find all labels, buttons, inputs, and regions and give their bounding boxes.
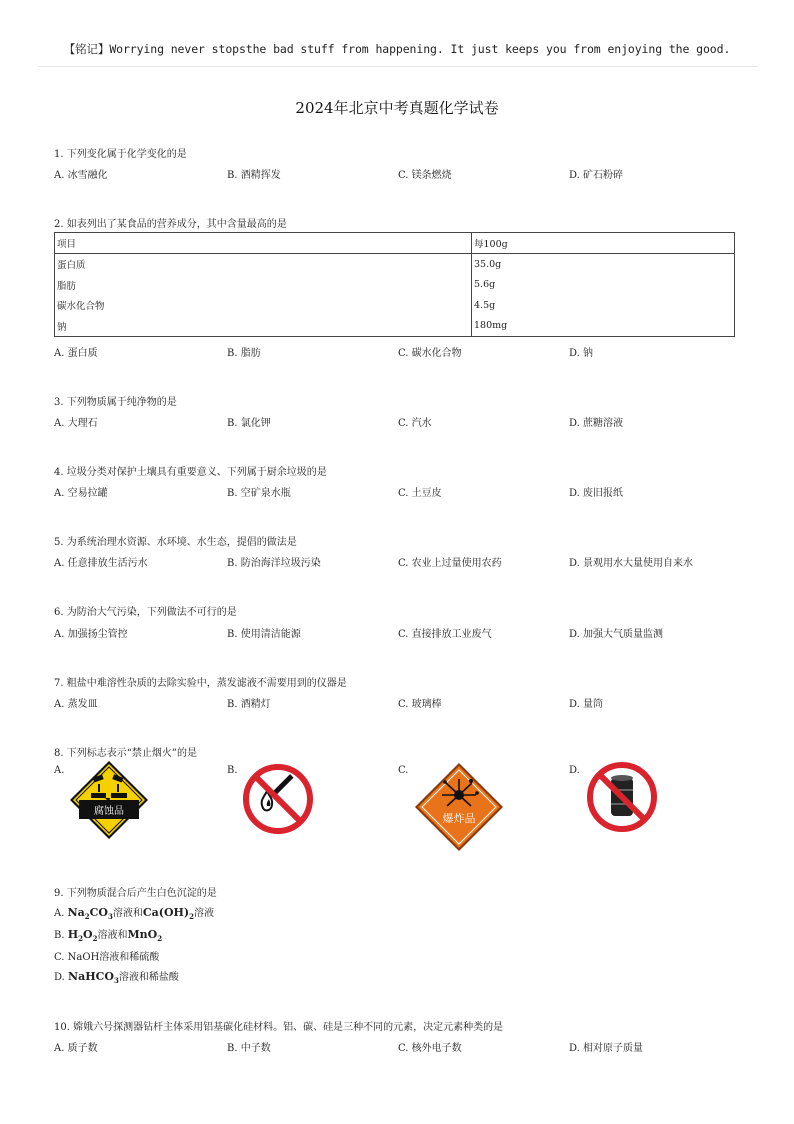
q6-option-b: B. 使用清洁能源 <box>227 629 301 640</box>
q2-option-a: A. 蛋白质 <box>54 348 98 359</box>
q5-option-a: A. 任意排放生活污水 <box>54 558 148 569</box>
q6-option-a: A. 加强扬尘管控 <box>54 629 128 640</box>
q10-option-a: A. 质子数 <box>54 1043 98 1054</box>
nutrition-table <box>54 232 735 337</box>
corrosive-sign-icon <box>69 760 149 840</box>
table-cell: 5.6g <box>472 275 735 296</box>
table-header-per100g: 每100g <box>472 233 735 254</box>
option-letter: B. <box>54 930 65 941</box>
q2-option-d: D. 钠 <box>569 348 594 359</box>
q7-option-a: A. 蒸发皿 <box>54 699 98 710</box>
q1-option-a: A. 冰雪融化 <box>54 170 108 181</box>
table-cell: 钠 <box>55 316 472 337</box>
q2-option-b: B. 脂肪 <box>227 348 261 359</box>
q9-option-d <box>54 968 179 985</box>
q4-option-c: C. 土豆皮 <box>398 488 442 499</box>
q4-option-a: A. 空易拉罐 <box>54 488 108 499</box>
q3-option-a: A. 大理石 <box>54 418 98 429</box>
table-row <box>55 316 735 337</box>
formula: $Na_2CO_3$ <box>67 906 113 922</box>
page-title: 2024年北京中考真题化学试卷 <box>295 99 499 117</box>
option-letter: A. <box>54 908 65 919</box>
q10-option-b: B. 中子数 <box>227 1043 271 1054</box>
q1-option-d: D. 矿石粉碎 <box>569 170 624 181</box>
q5-option-c: C. 农业上过量使用农药 <box>398 558 502 569</box>
explosive-sign-icon <box>414 762 504 852</box>
q3-option-d: D. 蔗糖溶液 <box>569 418 624 429</box>
q4-option-d: D. 废旧报纸 <box>569 488 624 499</box>
question-7: 7. 粗盐中难溶性杂质的去除实验中，蒸发滤液不需要用到的仪器是 <box>54 678 347 689</box>
q5-option-d: D. 景观用水大量使用自来水 <box>569 558 694 569</box>
q6-option-c: C. 直接排放工业废气 <box>398 629 492 640</box>
table-cell: 4.5g <box>472 295 735 316</box>
question-10: 10. 嫦娥六号探测器钻杆主体采用铝基碳化硅材料。铝、碳、硅是三种不同的元素，决定元素种类的是 <box>54 1022 504 1033</box>
q6-option-d: D. 加强大气质量监测 <box>569 629 664 640</box>
question-3: 3. 下列物质属于纯净物的是 <box>54 397 177 408</box>
q7-option-c: C. 玻璃棒 <box>398 699 442 710</box>
question-4: 4. 垃圾分类对保护土壤具有重要意义、下列属于厨余垃圾的是 <box>54 467 327 478</box>
formula: $Ca(OH)_2$ <box>142 906 195 922</box>
formula: NaHCO$_3$ <box>68 970 119 986</box>
q3-option-b: B. 氯化钾 <box>227 418 271 429</box>
table-cell: 蛋白质 <box>55 254 472 275</box>
header-divider <box>38 66 758 67</box>
q8-option-a: A. <box>54 765 65 776</box>
corrosive-sign-label: 腐蚀品 <box>94 806 124 817</box>
question-9: 9. 下列物质混合后产生白色沉淀的是 <box>54 888 217 899</box>
question-6: 6. 为防治大气污染，下列做法不可行的是 <box>54 607 237 618</box>
table-cell: 35.0g <box>472 254 735 275</box>
q4-option-b: B. 空矿泉水瓶 <box>227 488 291 499</box>
q10-option-c: C. 核外电子数 <box>398 1043 462 1054</box>
option-text: 溶液和稀盐酸 <box>118 972 179 983</box>
table-row <box>55 275 735 296</box>
option-text: 溶液和 <box>97 930 128 941</box>
q3-option-c: C. 汽水 <box>398 418 432 429</box>
table-header-item: 项目 <box>55 233 472 254</box>
q8-option-d: D. <box>569 765 580 776</box>
q7-option-d: D. 量筒 <box>569 699 604 710</box>
q8-option-b: B. <box>227 765 238 776</box>
question-5: 5. 为系统治理水资源、水环境、水生态，提倡的做法是 <box>54 537 297 548</box>
option-text: 溶液和 <box>112 908 143 919</box>
q1-option-b: B. 酒精挥发 <box>227 170 281 181</box>
formula: MnO$_2$ <box>127 928 163 944</box>
q10-option-d: D. 相对原子质量 <box>569 1043 644 1054</box>
option-letter: D. <box>54 972 65 983</box>
table-cell: 脂肪 <box>55 275 472 296</box>
table-cell: 180mg <box>472 316 735 337</box>
table-cell: 碳水化合物 <box>55 295 472 316</box>
q9-option-a <box>54 904 214 921</box>
q8-option-c: C. <box>398 765 409 776</box>
table-row <box>55 295 735 316</box>
option-text: 溶液 <box>194 908 215 919</box>
no-fire-sign-icon <box>241 762 315 836</box>
question-2: 2. 如表列出了某食品的营养成分，其中含量最高的是 <box>54 219 287 230</box>
q1-option-c: C. 镁条燃烧 <box>398 170 452 181</box>
explosive-sign-label: 爆炸品 <box>442 812 476 825</box>
q5-option-b: B. 防治海洋垃圾污染 <box>227 558 321 569</box>
table-header-row <box>55 233 735 254</box>
q7-option-b: B. 酒精灯 <box>227 699 271 710</box>
q9-option-b <box>54 926 162 943</box>
question-1: 1. 下列变化属于化学变化的是 <box>54 149 187 160</box>
formula: $H_2O_2$ <box>67 928 98 944</box>
q9-option-c: C. NaOH溶液和稀硫酸 <box>54 952 160 963</box>
no-fuel-barrel-sign-icon <box>585 760 659 834</box>
question-8: 8. 下列标志表示“禁止烟火”的是 <box>54 748 197 759</box>
header-motto: 【铭记】Worrying never stopsthe bad stuff from happening. It just keeps you from enjoying the good. <box>63 42 731 56</box>
q2-option-c: C. 碳水化合物 <box>398 348 462 359</box>
table-row <box>55 254 735 275</box>
